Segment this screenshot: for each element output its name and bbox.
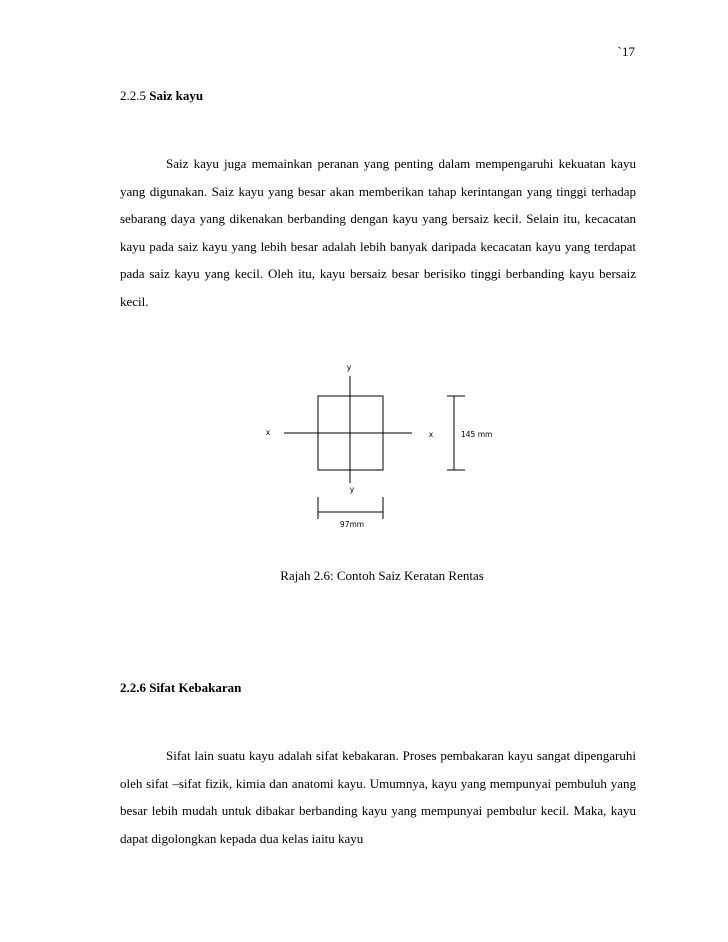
timber-section (318, 396, 383, 470)
section-heading-2-2-6 (120, 680, 241, 696)
section-title: Sifat Kebakaran (149, 680, 242, 695)
axis-label-x-left: x (265, 428, 271, 437)
figure-caption: Rajah 2.6: Contoh Saiz Keratan Rentas (280, 568, 484, 583)
axis-label-y-bottom: y (349, 485, 355, 494)
section-number: 2.2.6 (120, 680, 146, 695)
section-title: Saiz kayu (149, 88, 204, 103)
section-number: 2.2.5 (120, 88, 146, 103)
section-heading-2-2-5 (120, 88, 203, 104)
page-number: `17 (617, 44, 635, 59)
width-label: 97mm (339, 520, 365, 529)
paragraph-sifat-kebakaran: Sifat lain suatu kayu adalah sifat kebakaran. Proses pembakaran kayu sangat dipengaruhi oleh sifat –sifat fizik, kimia dan anatomi kayu. Umumnya, kayu yang mempunyai pembuluh yang besar lebih mudah untuk dibakar berbanding kayu yang mempunyai pembulur kecil. Maka, kayu dapat digolongkan kepada dua kelas iaitu kayu (120, 748, 636, 846)
paragraph-saiz-kayu: Saiz kayu juga memainkan peranan yang penting dalam mempengaruhi kekuatan kayu yang digunakan. Saiz kayu yang besar akan memberikan tahap kerintangan yang tinggi terhadap sebarang daya yang dikenakan berbanding dengan kayu yang bersaiz kecil. Selain itu, kecacatan kayu pada saiz kayu yang lebih besar adalah lebih banyak daripada kecacatan kayu yang terdapat pada saiz kayu yang kecil. Oleh itu, kayu bersaiz besar berisiko tinggi berbanding kayu bersaiz kecil. (120, 156, 636, 309)
height-label: 145 mm (461, 430, 493, 439)
axis-label-y-top: y (346, 363, 352, 372)
axis-label-x-right: x (428, 430, 434, 439)
